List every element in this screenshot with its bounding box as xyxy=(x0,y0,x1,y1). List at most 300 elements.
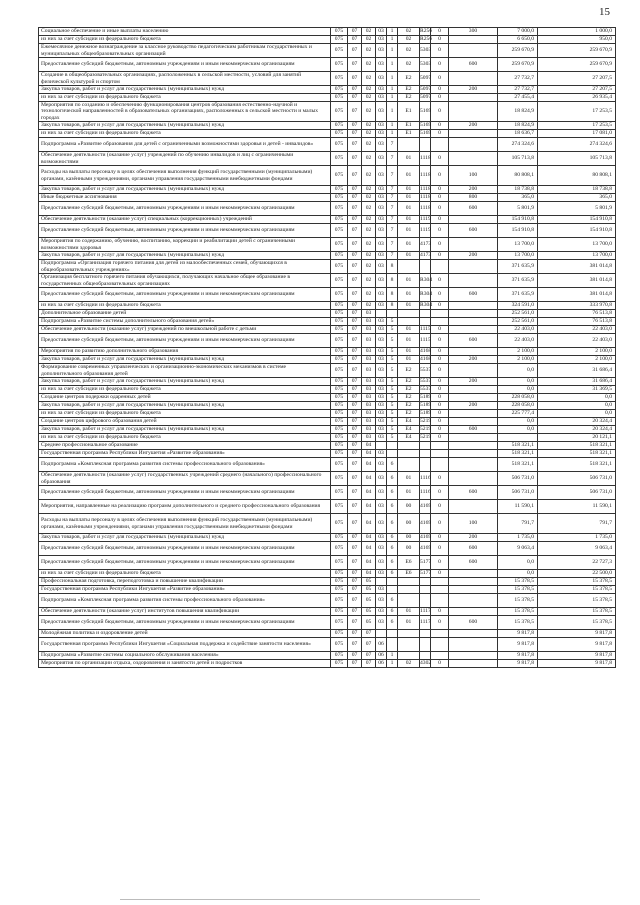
code-expense-type xyxy=(449,274,498,288)
code-suffix: 0 xyxy=(431,402,449,410)
row-name: Организация бесплатного горячего питания обучающихся, получающих начальное общее образование в государственных общеобразовательных организациях xyxy=(39,274,331,288)
code-event: 01 xyxy=(398,202,420,216)
amount-year-2: 333 970,8 xyxy=(538,302,616,310)
code-section: 07 xyxy=(348,152,362,166)
code-direction xyxy=(420,310,431,318)
code-direction xyxy=(420,458,431,472)
code-section: 07 xyxy=(348,426,362,434)
code-suffix xyxy=(431,260,449,274)
code-subprogram-item: 7 xyxy=(387,252,398,260)
row-name: Подпрограмма «Организация горячего питания для детей из малообеспеченных семей, обучающихся в общеобразовательных учреждениях» xyxy=(39,260,331,274)
code-program: 03 xyxy=(362,418,376,426)
amount-year-1: 13 700,0 xyxy=(498,252,538,260)
code-program: 02 xyxy=(362,86,376,94)
amount-year-2: 0,0 xyxy=(538,402,616,410)
table-row xyxy=(39,102,616,122)
amount-year-1: 228 058,0 xyxy=(498,402,538,410)
code-suffix xyxy=(431,138,449,152)
amount-year-1: 9 817,8 xyxy=(498,638,538,652)
code-program: 03 xyxy=(362,386,376,394)
code-suffix xyxy=(431,652,449,660)
code-program: 02 xyxy=(362,166,376,186)
amount-year-2: 22 403,0 xyxy=(538,334,616,348)
amount-year-2: 20 324,4 xyxy=(538,426,616,434)
code-subprogram-item xyxy=(387,630,398,638)
table-row xyxy=(39,186,616,194)
code-section: 07 xyxy=(348,334,362,348)
row-name: Подпрограмма «Развитие системы дополнительного образования детей» xyxy=(39,318,331,326)
table-row xyxy=(39,152,616,166)
code-expense-type xyxy=(449,578,498,586)
code-subprogram-item: 5 xyxy=(387,348,398,356)
amount-year-1: 506 731,0 xyxy=(498,486,538,500)
code-event xyxy=(398,450,420,458)
code-subprogram: 03 xyxy=(376,418,387,426)
code-subprogram: 03 xyxy=(376,426,387,434)
amount-year-1: 518 321,1 xyxy=(498,450,538,458)
amount-year-1: 15 378,5 xyxy=(498,608,538,616)
code-program: 02 xyxy=(362,130,376,138)
code-direction: 4302 xyxy=(420,660,432,667)
code-subprogram: 03 xyxy=(376,486,387,500)
code-direction xyxy=(420,652,431,660)
row-name: Мероприятия по содержанию, обучению, воспитанию, коррекции и реабилитации детей с ограниченными возможностями здоровья xyxy=(39,238,331,252)
code-expense-type: 600 xyxy=(449,202,498,216)
code-direction: 5303 xyxy=(420,58,431,72)
code-expense-type xyxy=(449,458,498,472)
row-name: Мероприятия по развитию дополнительного образования xyxy=(39,348,331,356)
code-subprogram: 03 xyxy=(376,72,387,86)
code-section: 07 xyxy=(348,534,362,542)
code-grbs: 075 xyxy=(331,442,348,450)
row-name: Закупка товаров, работ и услуг для государственных (муниципальных) нужд xyxy=(39,122,331,130)
code-direction: 1119 xyxy=(420,216,431,223)
code-section: 07 xyxy=(348,310,362,318)
row-name: Предоставление субсидий бюджетным, автономным учреждениям и иным некоммерческим организациям xyxy=(39,334,331,348)
code-section: 07 xyxy=(348,356,362,364)
code-subprogram: 03 xyxy=(376,28,387,36)
code-program: 03 xyxy=(362,334,376,348)
code-expense-type xyxy=(449,630,498,638)
code-subprogram xyxy=(376,310,387,318)
code-expense-type: 200 xyxy=(449,86,498,94)
code-expense-type xyxy=(449,302,498,310)
code-grbs: 075 xyxy=(331,458,348,472)
code-suffix xyxy=(431,450,449,458)
code-subprogram-item: 6 xyxy=(387,534,398,542)
code-suffix: 0 xyxy=(431,608,449,616)
code-program: 03 xyxy=(362,394,376,402)
code-expense-type xyxy=(449,44,498,58)
code-program: 02 xyxy=(362,138,376,152)
code-program: 02 xyxy=(362,122,376,130)
code-subprogram-item: 1 xyxy=(387,58,398,72)
code-grbs: 075 xyxy=(331,238,348,252)
code-direction: 5169 xyxy=(420,102,431,122)
code-subprogram-item: 7 xyxy=(387,194,398,202)
code-grbs: 075 xyxy=(331,138,348,152)
code-expense-type xyxy=(449,394,498,402)
row-name: из них за счет субсидии из федерального бюджета xyxy=(39,386,331,394)
code-expense-type: 200 xyxy=(449,122,498,130)
code-program: 05 xyxy=(362,594,376,608)
code-expense-type xyxy=(449,442,498,450)
code-subprogram-item: 1 xyxy=(387,130,398,138)
code-event: 01 xyxy=(398,356,420,364)
amount-year-2: 22 500,0 xyxy=(538,570,616,578)
code-expense-type xyxy=(449,570,498,578)
code-program: 04 xyxy=(362,542,376,556)
code-subprogram: 03 xyxy=(376,570,387,578)
code-subprogram: 03 xyxy=(376,334,387,348)
table-row xyxy=(39,570,616,578)
row-name: Государственная программа Республики Ингушетия «Развитие образования» xyxy=(39,586,331,594)
table-row xyxy=(39,652,616,660)
amount-year-2: 2 100,0 xyxy=(538,348,616,356)
code-suffix: 0 xyxy=(431,334,449,348)
code-grbs: 075 xyxy=(331,534,348,542)
code-program: 04 xyxy=(362,570,376,578)
code-program: 02 xyxy=(362,44,376,58)
code-program: 05 xyxy=(362,586,376,594)
code-program: 02 xyxy=(362,72,376,86)
code-event: 01 xyxy=(398,608,420,616)
code-section: 07 xyxy=(348,586,362,594)
amount-year-1: 15 378,5 xyxy=(498,616,538,630)
code-direction: 5177 xyxy=(420,556,431,570)
table-row xyxy=(39,434,616,442)
code-suffix: 0 xyxy=(431,216,449,224)
code-event: 01 xyxy=(398,252,420,260)
amount-year-1: 18 824,9 xyxy=(498,102,538,122)
code-subprogram-item: 5 xyxy=(387,434,398,442)
code-grbs: 075 xyxy=(331,202,348,216)
amount-year-1: 9 817,8 xyxy=(498,660,538,668)
amount-year-2: 154 910,8 xyxy=(538,224,616,238)
amount-year-2: 0,0 xyxy=(538,394,616,402)
code-grbs: 075 xyxy=(331,152,348,166)
code-section: 07 xyxy=(348,410,362,418)
code-section: 07 xyxy=(348,252,362,260)
amount-year-2: 791,7 xyxy=(538,514,616,534)
amount-year-1: 371 635,9 xyxy=(498,288,538,302)
code-direction: 1119 xyxy=(420,224,431,238)
code-program: 02 xyxy=(362,302,376,310)
code-suffix: 0 xyxy=(431,500,449,514)
code-event: 01 xyxy=(398,224,420,238)
code-subprogram-item: 1 xyxy=(387,94,398,102)
code-program: 07 xyxy=(362,660,376,668)
code-suffix xyxy=(431,310,449,318)
table-row xyxy=(39,442,616,450)
code-subprogram-item: 1 xyxy=(387,102,398,122)
code-expense-type xyxy=(449,472,498,486)
code-section: 07 xyxy=(348,556,362,570)
amount-year-2: 381 014,8 xyxy=(538,274,616,288)
row-name: Закупка товаров, работ и услуг для государственных (муниципальных) нужд xyxy=(39,186,331,194)
code-subprogram-item: 6 xyxy=(387,472,398,486)
row-name: Мероприятия, направленные на реализацию программ дополнительного и среднего профессионального образования xyxy=(39,500,331,514)
code-subprogram-item: 5 xyxy=(387,386,398,394)
code-event xyxy=(398,638,420,652)
code-subprogram: 03 xyxy=(376,202,387,216)
code-direction: 5097 xyxy=(420,86,432,93)
code-direction: 4169 xyxy=(420,534,432,541)
code-event: 00 xyxy=(398,500,420,514)
code-expense-type xyxy=(449,660,498,668)
code-direction: 5219 xyxy=(420,426,432,433)
code-subprogram-item: 6 xyxy=(387,500,398,514)
amount-year-2: 15 378,5 xyxy=(538,608,616,616)
code-direction: 4169 xyxy=(420,542,431,556)
code-event: 01 xyxy=(398,616,420,630)
amount-year-2: 9 817,8 xyxy=(538,660,616,668)
code-program: 02 xyxy=(362,186,376,194)
code-direction xyxy=(420,260,431,274)
code-subprogram-item: 1 xyxy=(387,28,398,36)
code-subprogram: 03 xyxy=(376,402,387,410)
table-row xyxy=(39,274,616,288)
code-subprogram-item: 7 xyxy=(387,216,398,224)
code-expense-type xyxy=(449,94,498,102)
amount-year-2: 9 817,8 xyxy=(538,630,616,638)
code-expense-type xyxy=(449,36,498,44)
code-suffix: 0 xyxy=(431,252,449,260)
budget-table-container xyxy=(38,27,616,668)
code-direction: 5169 xyxy=(420,122,432,129)
amount-year-2: 1 000,0 xyxy=(538,28,616,36)
table-row xyxy=(39,534,616,542)
code-subprogram: 03 xyxy=(376,514,387,534)
code-subprogram: 03 xyxy=(376,586,387,594)
code-section: 07 xyxy=(348,224,362,238)
code-direction: 4169 xyxy=(420,500,431,514)
code-direction: 1116 xyxy=(420,486,431,500)
table-row xyxy=(39,288,616,302)
code-expense-type: 200 xyxy=(449,402,498,410)
code-expense-type xyxy=(449,418,498,426)
amount-year-1: 371 635,9 xyxy=(498,274,538,288)
amount-year-1: 154 910,8 xyxy=(498,224,538,238)
row-name: Формирование современных управленческих и организационно-экономических механизмов в системе дополнительного образования детей xyxy=(39,364,331,378)
code-suffix: 0 xyxy=(431,542,449,556)
code-section: 07 xyxy=(348,542,362,556)
code-subprogram-item xyxy=(387,578,398,586)
code-expense-type xyxy=(449,608,498,616)
code-program: 07 xyxy=(362,630,376,638)
code-grbs: 075 xyxy=(331,570,348,578)
table-row xyxy=(39,260,616,274)
code-expense-type xyxy=(449,130,498,138)
table-row xyxy=(39,36,616,44)
code-direction: 5189 xyxy=(420,402,432,409)
code-event: E2 xyxy=(398,386,420,394)
row-name: Обеспечение деятельности (оказание услуг) институтов повышения квалификации xyxy=(39,608,331,616)
code-grbs: 075 xyxy=(331,194,348,202)
code-expense-type: 200 xyxy=(449,252,498,260)
row-name: Создание центров цифрового образования детей xyxy=(39,418,331,426)
code-subprogram-item: 5 xyxy=(387,402,398,410)
code-grbs: 075 xyxy=(331,260,348,274)
code-subprogram-item: 1 xyxy=(387,652,398,660)
code-grbs: 075 xyxy=(331,410,348,418)
amount-year-2: 9 817,8 xyxy=(538,652,616,660)
code-grbs: 075 xyxy=(331,486,348,500)
table-row xyxy=(39,542,616,556)
amount-year-2: 0,0 xyxy=(538,410,616,418)
row-name: Предоставление субсидий бюджетным, автономным учреждениям и иным некоммерческим организациям xyxy=(39,58,331,72)
code-section: 07 xyxy=(348,274,362,288)
code-expense-type: 200 xyxy=(449,534,498,542)
code-grbs: 075 xyxy=(331,652,348,660)
code-subprogram-item: 7 xyxy=(387,152,398,166)
code-subprogram-item: 8 xyxy=(387,302,398,310)
code-subprogram-item: 1 xyxy=(387,72,398,86)
table-row xyxy=(39,426,616,434)
code-expense-type xyxy=(449,260,498,274)
table-row xyxy=(39,348,616,356)
table-row xyxy=(39,472,616,486)
code-expense-type xyxy=(449,638,498,652)
row-name: из них за счет субсидии из федерального бюджета xyxy=(39,302,331,310)
code-subprogram-item: 7 xyxy=(387,224,398,238)
code-grbs: 075 xyxy=(331,302,348,310)
code-expense-type: 600 xyxy=(449,426,498,434)
code-expense-type xyxy=(449,348,498,356)
code-suffix: 0 xyxy=(431,534,449,542)
code-subprogram: 06 xyxy=(376,638,387,652)
amount-year-2: 22 403,0 xyxy=(538,326,616,334)
code-section: 07 xyxy=(348,472,362,486)
amount-year-1: 228 058,0 xyxy=(498,394,538,402)
row-name: Государственная программа Республики Ингушетия «Социальная поддержка и содействие занятости населения» xyxy=(39,638,331,652)
code-subprogram-item: 5 xyxy=(387,426,398,434)
code-section: 07 xyxy=(348,418,362,426)
code-suffix: 0 xyxy=(431,486,449,500)
code-event: 01 xyxy=(398,216,420,224)
table-row xyxy=(39,318,616,326)
code-suffix: 0 xyxy=(431,514,449,534)
code-suffix: 0 xyxy=(431,386,449,394)
code-suffix: 0 xyxy=(431,102,449,122)
table-row xyxy=(39,130,616,138)
code-program: 05 xyxy=(362,578,376,586)
code-section: 07 xyxy=(348,608,362,616)
code-program: 02 xyxy=(362,28,376,36)
amount-year-1: 22 403,0 xyxy=(498,326,538,334)
code-direction: 5097 xyxy=(420,72,431,86)
code-program: 03 xyxy=(362,310,376,318)
code-grbs: 075 xyxy=(331,434,348,442)
row-name: Закупка товаров, работ и услуг для государственных (муниципальных) нужд xyxy=(39,402,331,410)
code-program: 02 xyxy=(362,102,376,122)
code-subprogram-item: 8 xyxy=(387,260,398,274)
amount-year-2: 381 014,8 xyxy=(538,288,616,302)
row-name: из них за счет субсидии из федерального бюджета xyxy=(39,130,331,138)
amount-year-2: 365,0 xyxy=(538,194,616,202)
code-suffix: 0 xyxy=(431,660,449,668)
code-suffix: 0 xyxy=(431,378,449,386)
amount-year-1: 7 000,0 xyxy=(498,28,538,36)
table-row xyxy=(39,630,616,638)
code-event: E6 xyxy=(398,570,420,578)
amount-year-2: 31 369,5 xyxy=(538,386,616,394)
code-section: 07 xyxy=(348,318,362,326)
code-direction: R256 xyxy=(420,28,433,35)
code-direction: 4168 xyxy=(420,348,432,355)
code-subprogram: 03 xyxy=(376,274,387,288)
code-grbs: 075 xyxy=(331,102,348,122)
code-grbs: 075 xyxy=(331,224,348,238)
budget-table-body xyxy=(39,28,616,668)
code-subprogram-item xyxy=(387,450,398,458)
code-direction: 4173 xyxy=(420,238,431,252)
code-subprogram: 03 xyxy=(376,302,387,310)
code-suffix: 0 xyxy=(431,348,449,356)
code-program: 02 xyxy=(362,94,376,102)
row-name: Среднее профессиональное образование xyxy=(39,442,331,450)
code-subprogram: 03 xyxy=(376,364,387,378)
code-direction: 4168 xyxy=(420,356,432,363)
code-grbs: 075 xyxy=(331,500,348,514)
code-suffix: 0 xyxy=(431,426,449,434)
amount-year-1: 15 378,5 xyxy=(498,594,538,608)
table-row xyxy=(39,166,616,186)
code-grbs: 075 xyxy=(331,318,348,326)
amount-year-1: 27 455,4 xyxy=(498,94,538,102)
code-event: 02 xyxy=(398,28,420,36)
code-subprogram: 03 xyxy=(376,410,387,418)
code-expense-type xyxy=(449,216,498,224)
code-event: 01 xyxy=(398,348,420,356)
code-direction xyxy=(420,594,431,608)
code-grbs: 075 xyxy=(331,364,348,378)
amount-year-1: 0,0 xyxy=(498,556,538,570)
code-subprogram-item: 6 xyxy=(387,608,398,616)
code-program: 02 xyxy=(362,202,376,216)
code-subprogram: 03 xyxy=(376,86,387,94)
code-direction: 5303 xyxy=(420,44,431,58)
code-direction: 5219 xyxy=(420,434,432,441)
code-direction: 1115 xyxy=(420,334,431,348)
code-section: 07 xyxy=(348,348,362,356)
code-direction: 1117 xyxy=(420,608,431,615)
amount-year-1: 15 378,5 xyxy=(498,578,538,586)
amount-year-2: 17 253,5 xyxy=(538,102,616,122)
table-row xyxy=(39,616,616,630)
code-subprogram: 03 xyxy=(376,458,387,472)
amount-year-1: 154 910,8 xyxy=(498,216,538,224)
code-expense-type: 200 xyxy=(449,186,498,194)
code-direction xyxy=(420,586,431,594)
code-program: 04 xyxy=(362,458,376,472)
amount-year-1: 791,7 xyxy=(498,514,538,534)
table-row xyxy=(39,302,616,310)
row-name: Дополнительное образование детей xyxy=(39,310,331,318)
code-section: 07 xyxy=(348,578,362,586)
code-program: 02 xyxy=(362,252,376,260)
code-event: 00 xyxy=(398,514,420,534)
code-expense-type xyxy=(449,238,498,252)
code-expense-type xyxy=(449,310,498,318)
code-direction: 1118 xyxy=(420,194,431,201)
code-direction xyxy=(420,442,431,450)
row-name: Создание центров подержки одаренных детей xyxy=(39,394,331,402)
code-subprogram: 03 xyxy=(376,194,387,202)
row-name: Создание в общеобразовательных организациях, расположенных в сельской местности, условий для занятий физической культурой и спортом xyxy=(39,72,331,86)
amount-year-1: 18 824,9 xyxy=(498,122,538,130)
code-subprogram-item: 7 xyxy=(387,138,398,152)
